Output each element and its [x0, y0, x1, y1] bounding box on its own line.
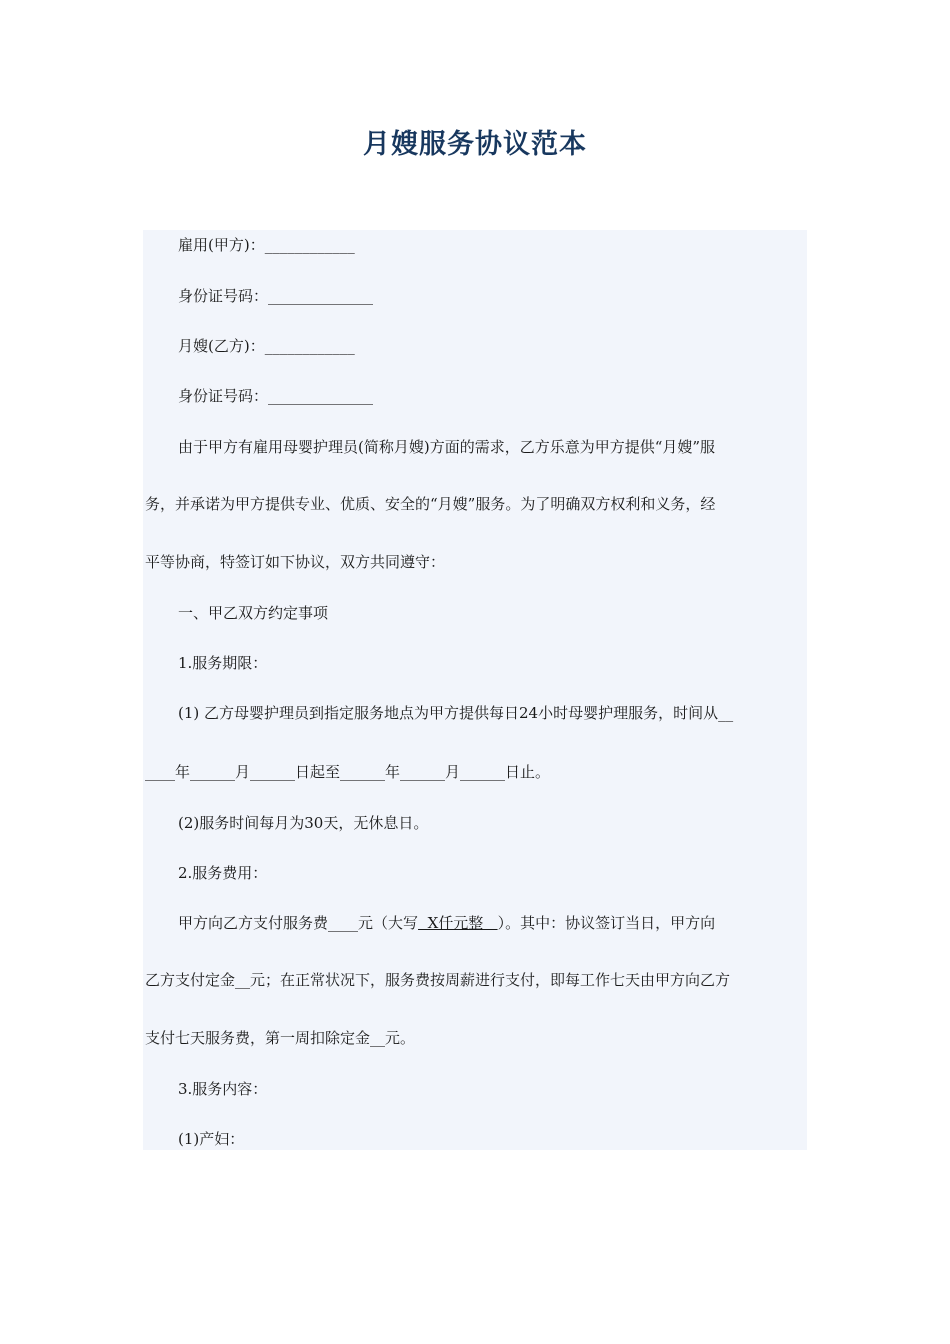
id-b-blank: ______________ — [268, 387, 374, 405]
fee-line-1 — [178, 913, 805, 933]
party-b-line — [178, 336, 805, 356]
id-a-line — [178, 286, 805, 306]
intro-line-1: 由于甲方有雇用母婴护理员(简称月嫂)方面的需求，乙方乐意为甲方提供“月嫂”服 — [178, 438, 716, 456]
party-a-blank: ____________ — [264, 236, 355, 254]
service-term-clause-1-cont: ____年______月______日起至______年______月______日止。 — [145, 763, 551, 781]
service-term-heading: 1.服务期限： — [178, 654, 268, 672]
service-content-heading: 3.服务内容： — [178, 1080, 268, 1098]
service-fee-heading: 2.服务费用： — [178, 864, 268, 882]
content-panel — [143, 230, 807, 1150]
service-content-item-1: (1)产妇： — [178, 1130, 245, 1148]
id-a-label: 身份证号码： — [178, 287, 269, 305]
fee-text-c: 元（大写 — [358, 914, 419, 932]
intro-line-2: 务，并承诺为甲方提供专业、优质、安全的“月嫂”服务。为了明确双方权利和义务，经 — [145, 495, 716, 513]
service-term-clause-2: (2)服务时间每月为30天，无休息日。 — [178, 814, 429, 832]
fee-text-b: _ — [350, 914, 359, 932]
fee-text-a: 甲方向乙方支付服务费___ — [178, 914, 351, 932]
fee-amount-words: X仟元整 — [418, 914, 498, 932]
party-b-label: 月嫂(乙方)： — [178, 337, 265, 355]
id-b-label: 身份证号码： — [178, 387, 269, 405]
party-a-line — [178, 235, 805, 255]
id-b-line — [178, 386, 805, 406]
party-b-blank: ____________ — [264, 337, 355, 355]
fee-line-2: 乙方支付定金__元；在正常状况下，服务费按周薪进行支付，即每工作七天由甲方向乙方 — [145, 971, 731, 989]
fee-line-3: 支付七天服务费，第一周扣除定金__元。 — [145, 1029, 416, 1047]
service-term-clause-1: (1) 乙方母婴护理员到指定服务地点为甲方提供每日24小时母婴护理服务，时间从__ — [178, 704, 734, 722]
intro-line-3: 平等协商，特签订如下协议，双方共同遵守： — [145, 553, 446, 571]
id-a-blank: ______________ — [268, 287, 374, 305]
document-title: 月嫂服务协议范本 — [363, 129, 587, 160]
section-1-heading: 一、甲乙双方约定事项 — [178, 604, 329, 622]
party-a-label: 雇用(甲方)： — [178, 236, 265, 254]
fee-text-e: ）。其中：协议签订当日，甲方向 — [497, 914, 716, 932]
